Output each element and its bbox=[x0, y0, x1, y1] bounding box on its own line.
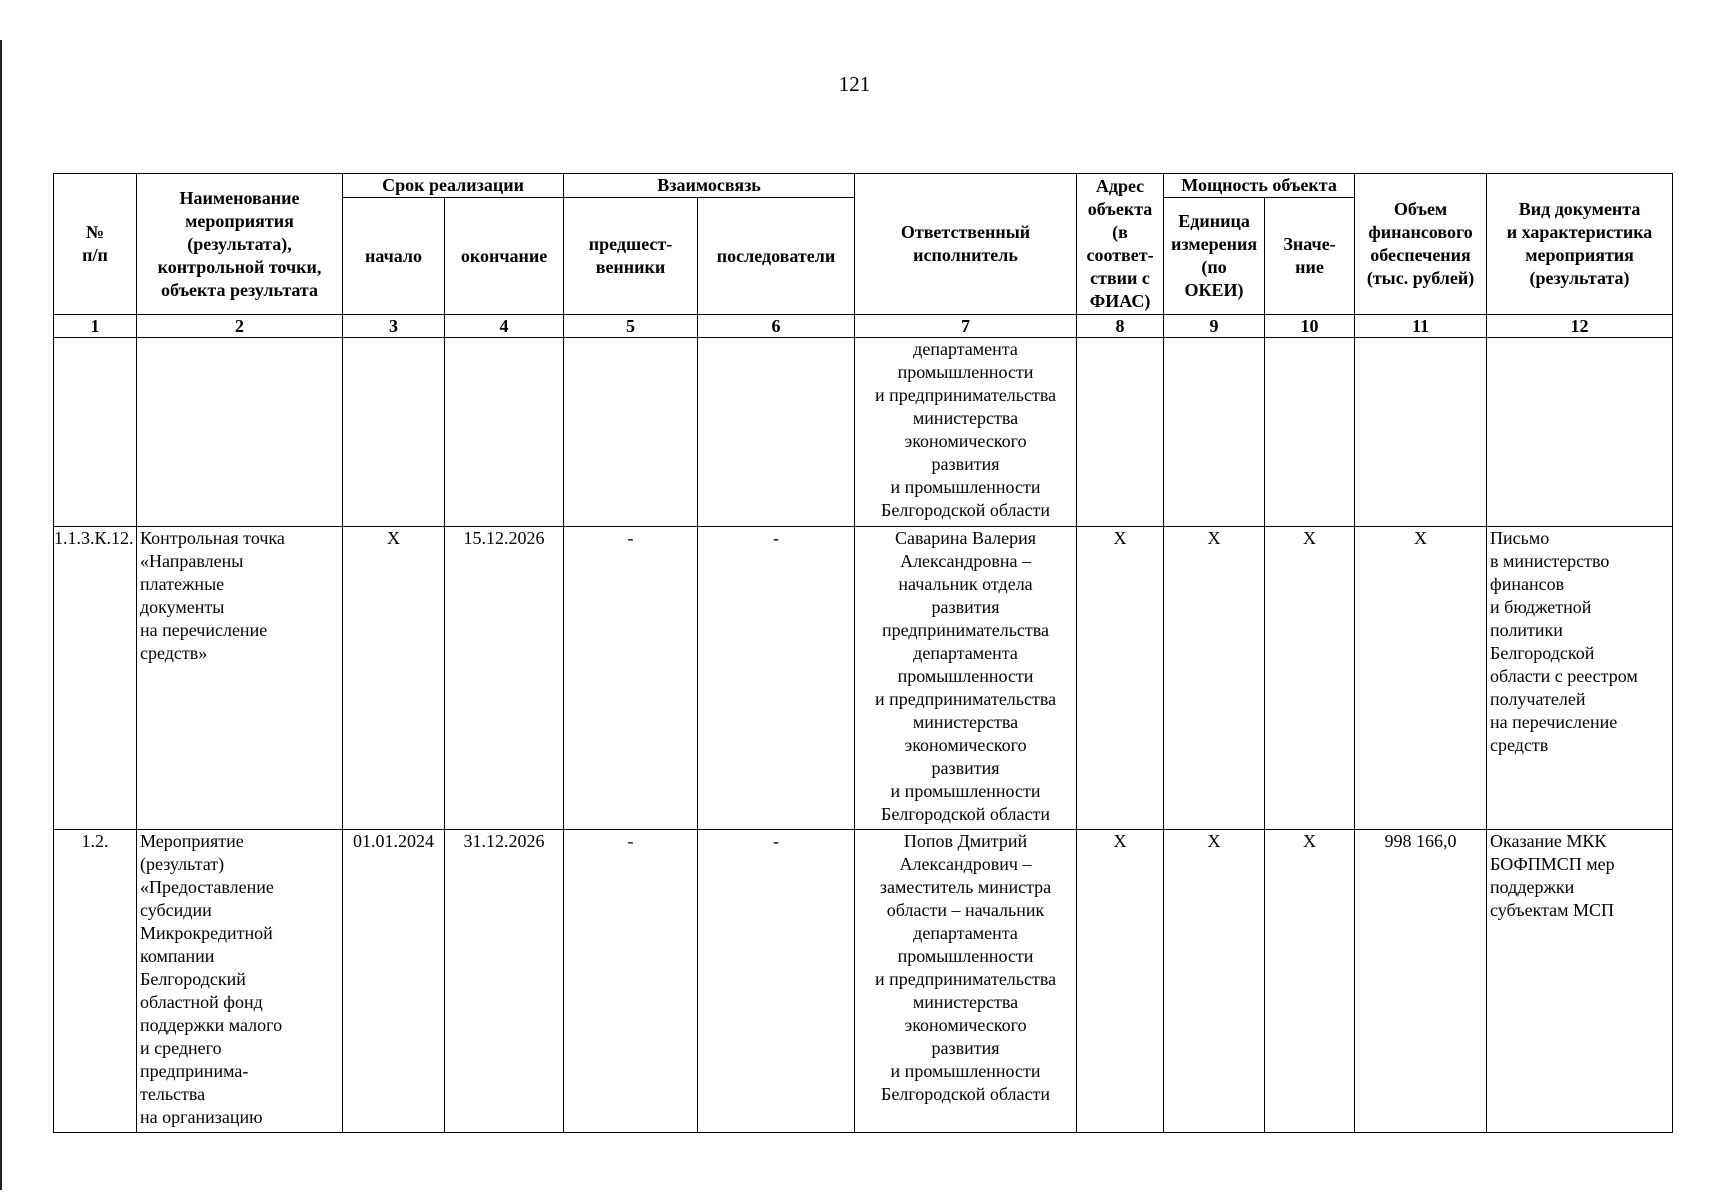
cell-successors: - bbox=[698, 830, 855, 1133]
cell-end: 15.12.2026 bbox=[445, 527, 564, 830]
cell-value bbox=[1265, 338, 1355, 527]
header-responsible: Ответственный исполнитель bbox=[855, 174, 1077, 315]
column-numbers-row bbox=[54, 315, 1673, 338]
header-predecessors: предшест- венники bbox=[564, 198, 698, 315]
header-unit: Единица измерения (по ОКЕИ) bbox=[1164, 198, 1265, 315]
column-number: 9 bbox=[1164, 315, 1265, 338]
cell-responsible: департамента промышленности и предпринимательства министерства экономического развития и промышленности Белгородской области bbox=[855, 338, 1077, 527]
column-number: 11 bbox=[1355, 315, 1487, 338]
column-number: 7 bbox=[855, 315, 1077, 338]
cell-name: Контрольная точка «Направлены платежные документы на перечисление средств» bbox=[137, 527, 343, 830]
cell-volume bbox=[1355, 338, 1487, 527]
cell-start bbox=[343, 338, 445, 527]
cell-predecessors: - bbox=[564, 527, 698, 830]
cell-unit: X bbox=[1164, 830, 1265, 1133]
cell-end bbox=[445, 338, 564, 527]
header-name: Наименование мероприятия (результата), контрольной точки, объекта результата bbox=[137, 174, 343, 315]
cell-volume: X bbox=[1355, 527, 1487, 830]
header-start: начало bbox=[343, 198, 445, 315]
cell-num bbox=[54, 338, 137, 527]
header-document: Вид документа и характеристика мероприятия (результата) bbox=[1487, 174, 1673, 315]
cell-unit bbox=[1164, 338, 1265, 527]
header-address: Адрес объекта (в соответ- ствии с ФИАС) bbox=[1077, 174, 1164, 315]
header-successors: последователи bbox=[698, 198, 855, 315]
column-number: 2 bbox=[137, 315, 343, 338]
cell-responsible: Саварина Валерия Александровна – начальник отдела развития предпринимательства департамента промышленности и предпринимательства министерства экономического развития и промышленности Белгородской области bbox=[855, 527, 1077, 830]
cell-name: Мероприятие (результат) «Предоставление субсидии Микрокредитной компании Белгородский областной фонд поддержки малого и среднего предпринима- тельства на организацию bbox=[137, 830, 343, 1133]
cell-end: 31.12.2026 bbox=[445, 830, 564, 1133]
header-term: Срок реализации bbox=[343, 174, 564, 198]
header-row-1 bbox=[54, 174, 1673, 198]
column-number: 1 bbox=[54, 315, 137, 338]
column-number: 4 bbox=[445, 315, 564, 338]
header-num: № п/п bbox=[54, 174, 137, 315]
header-capacity: Мощность объекта bbox=[1164, 174, 1355, 198]
header-relation: Взаимосвязь bbox=[564, 174, 855, 198]
column-number: 10 bbox=[1265, 315, 1355, 338]
cell-volume: 998 166,0 bbox=[1355, 830, 1487, 1133]
column-number: 3 bbox=[343, 315, 445, 338]
cell-unit: X bbox=[1164, 527, 1265, 830]
header-end: окончание bbox=[445, 198, 564, 315]
cell-value: X bbox=[1265, 527, 1355, 830]
cell-start: X bbox=[343, 527, 445, 830]
column-number: 8 bbox=[1077, 315, 1164, 338]
cell-successors: - bbox=[698, 527, 855, 830]
table-row bbox=[54, 338, 1673, 527]
table-row bbox=[54, 830, 1673, 1133]
column-number: 12 bbox=[1487, 315, 1673, 338]
cell-document: Оказание МКК БОФПМСП мер поддержки субъектам МСП bbox=[1487, 830, 1673, 1133]
cell-responsible: Попов Дмитрий Александрович – заместитель министра области – начальник департамента промышленности и предпринимательства министерства экономического развития и промышленности Белгородской области bbox=[855, 830, 1077, 1133]
cell-address: X bbox=[1077, 527, 1164, 830]
column-number: 6 bbox=[698, 315, 855, 338]
table-row bbox=[54, 527, 1673, 830]
cell-predecessors: - bbox=[564, 830, 698, 1133]
cell-value: X bbox=[1265, 830, 1355, 1133]
page-number: 121 bbox=[838, 72, 871, 96]
cell-name bbox=[137, 338, 343, 527]
cell-successors bbox=[698, 338, 855, 527]
cell-address: X bbox=[1077, 830, 1164, 1133]
cell-document: Письмо в министерство финансов и бюджетной политики Белгородской области с реестром получателей на перечисление средств bbox=[1487, 527, 1673, 830]
header-volume: Объем финансового обеспечения (тыс. рублей) bbox=[1355, 174, 1487, 315]
cell-num: 1.1.3.К.12. bbox=[54, 527, 137, 830]
column-number: 5 bbox=[564, 315, 698, 338]
cell-num: 1.2. bbox=[54, 830, 137, 1133]
cell-document bbox=[1487, 338, 1673, 527]
scan-left-edge bbox=[0, 40, 2, 1190]
cell-predecessors bbox=[564, 338, 698, 527]
cell-start: 01.01.2024 bbox=[343, 830, 445, 1133]
cell-address bbox=[1077, 338, 1164, 527]
header-value: Значе- ние bbox=[1265, 198, 1355, 315]
measures-table bbox=[53, 173, 1673, 1133]
